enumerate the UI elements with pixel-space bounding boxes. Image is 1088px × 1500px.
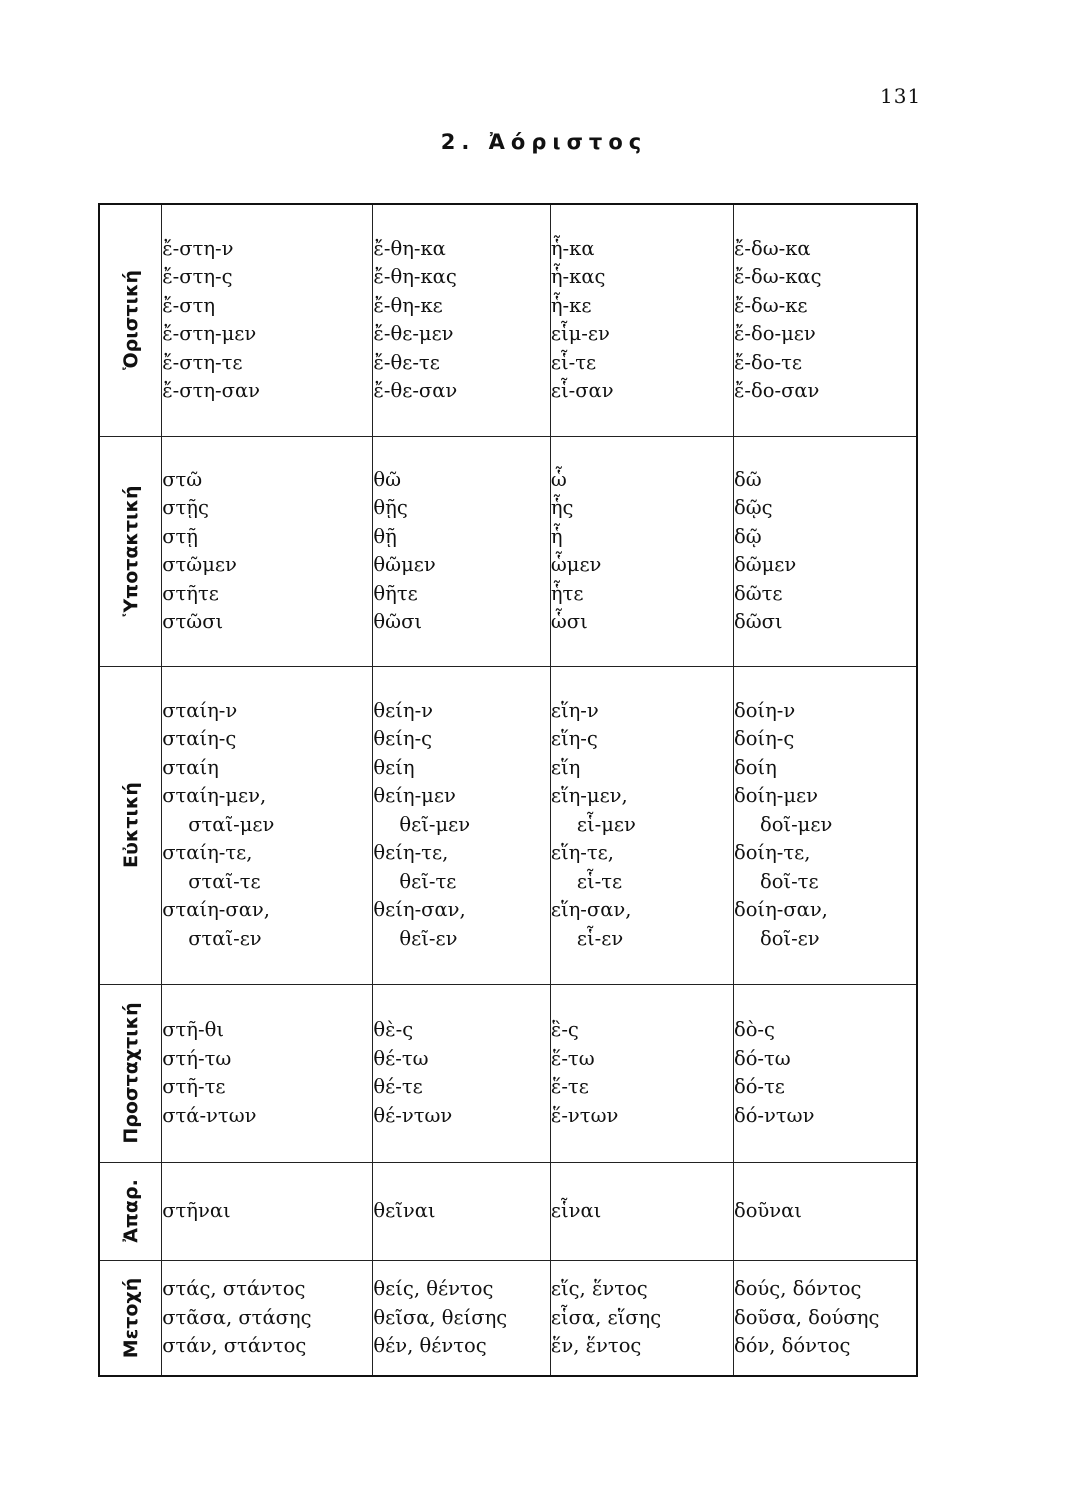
verb-form: δῶτε bbox=[733, 581, 783, 605]
verb-form: θείη-τε, bbox=[373, 841, 449, 865]
verb-form: εἷμ-εν bbox=[550, 322, 610, 346]
verb-form: εἵη-ς bbox=[550, 727, 598, 751]
verb-forms-cell bbox=[733, 666, 917, 984]
mood-row-imperative bbox=[99, 984, 917, 1162]
verb-form: στῶ bbox=[162, 467, 203, 491]
verb-form: ἧτε bbox=[550, 581, 584, 605]
verb-form: θείη-σαν, bbox=[373, 898, 466, 922]
page-number: 131 bbox=[880, 84, 922, 108]
verb-form: σταῖ-εν bbox=[188, 926, 262, 950]
verb-form: σταίη-ς bbox=[162, 727, 237, 751]
verb-form: θέν, θέντος bbox=[373, 1334, 487, 1357]
verb-forms-cell bbox=[373, 436, 550, 666]
verb-form: εἵς, ἕντος bbox=[550, 1277, 648, 1300]
verb-form: δοίη-σαν, bbox=[733, 898, 828, 922]
mood-label: Προσταχτική bbox=[119, 1002, 142, 1144]
verb-form: ἔ-δο-μεν bbox=[733, 322, 816, 346]
verb-form: δῶ bbox=[733, 467, 762, 491]
verb-form: εἵη-ν bbox=[550, 698, 599, 722]
verb-form: εἷ-σαν bbox=[550, 379, 614, 403]
verb-form: ἧ bbox=[550, 524, 563, 548]
verb-forms-cell bbox=[162, 1162, 373, 1260]
conjugation-table bbox=[98, 203, 918, 1377]
verb-form: ὧ bbox=[550, 467, 567, 491]
verb-form: δοίη-ν bbox=[733, 698, 796, 722]
section-title: 2. Ἀόριστος bbox=[440, 130, 648, 154]
verb-forms-cell bbox=[733, 436, 917, 666]
verb-form: θείς, θέντος bbox=[373, 1277, 494, 1300]
verb-form: εἷναι bbox=[550, 1198, 602, 1222]
verb-form: ἔ-στη-ν bbox=[162, 236, 234, 260]
verb-form: ἔ-στη-τε bbox=[162, 350, 243, 374]
verb-form: στῶμεν bbox=[162, 553, 237, 576]
verb-form: δοίη-μεν bbox=[733, 784, 818, 808]
verb-forms-cell bbox=[733, 984, 917, 1162]
verb-forms-cell bbox=[733, 1260, 917, 1376]
verb-forms-cell bbox=[550, 666, 733, 984]
verb-form: ἧ-κε bbox=[550, 293, 592, 317]
verb-form: στῆτε bbox=[162, 581, 219, 605]
verb-form: στάν, στάντος bbox=[162, 1334, 307, 1357]
verb-form: εἵη-μεν, bbox=[550, 784, 628, 808]
verb-form: θείη-μεν bbox=[373, 784, 456, 808]
verb-form: στά-ντων bbox=[162, 1103, 257, 1127]
verb-form: στή-τω bbox=[162, 1046, 232, 1070]
verb-form: στάς, στάντος bbox=[162, 1277, 306, 1300]
verb-form: ἔ-θη-κε bbox=[373, 293, 443, 317]
verb-form: δοίη bbox=[733, 755, 777, 779]
verb-form: θῇ bbox=[373, 524, 397, 548]
verb-form: ὧμεν bbox=[550, 553, 602, 576]
mood-label-cell bbox=[99, 984, 162, 1162]
verb-form: θῶ bbox=[373, 467, 402, 491]
verb-form: ἔ-στη-μεν bbox=[162, 322, 257, 346]
verb-form: στῆναι bbox=[162, 1198, 231, 1222]
verb-form: δοῖ-εν bbox=[759, 926, 820, 950]
verb-forms-cell bbox=[373, 1162, 550, 1260]
verb-form: δοῖ-τε bbox=[759, 869, 819, 893]
verb-forms-cell bbox=[733, 1162, 917, 1260]
mood-label: Εὐκτική bbox=[119, 782, 142, 868]
verb-form: στᾶσα, στάσης bbox=[162, 1305, 312, 1329]
verb-form: δὸ-ς bbox=[733, 1018, 775, 1041]
verb-form: θεῖ-τε bbox=[399, 869, 457, 893]
mood-label: Ἀπαρ. bbox=[119, 1179, 142, 1243]
verb-form: ἧ-κα bbox=[550, 236, 595, 260]
verb-form: ἔ-δο-σαν bbox=[733, 379, 820, 403]
verb-form: θείη-ν bbox=[373, 698, 434, 722]
verb-form: στῶσι bbox=[162, 610, 224, 633]
verb-form: θεῖναι bbox=[373, 1198, 436, 1222]
verb-forms-cell bbox=[550, 1260, 733, 1376]
verb-form: δῶμεν bbox=[733, 553, 797, 576]
verb-forms-cell bbox=[550, 436, 733, 666]
mood-label-cell bbox=[99, 666, 162, 984]
verb-form: θέ-τε bbox=[373, 1075, 423, 1098]
verb-form: ἧς bbox=[550, 496, 574, 519]
verb-forms-cell bbox=[373, 984, 550, 1162]
verb-form: θὲ-ς bbox=[373, 1018, 414, 1041]
verb-form: σταίη bbox=[162, 755, 219, 779]
verb-form: εἷσα, εἵσης bbox=[550, 1305, 662, 1329]
verb-form: ἕν, ἕντος bbox=[550, 1334, 642, 1357]
verb-form: εἵη bbox=[550, 755, 581, 779]
verb-forms-cell bbox=[550, 204, 733, 436]
verb-form: δοῦναι bbox=[733, 1198, 802, 1222]
verb-form: εἷ-εν bbox=[576, 926, 624, 950]
verb-form: θῆτε bbox=[373, 581, 418, 605]
verb-form: σταίη-μεν, bbox=[162, 784, 267, 808]
verb-forms-cell bbox=[373, 666, 550, 984]
verb-forms-cell bbox=[162, 666, 373, 984]
verb-form: θεῖ-εν bbox=[399, 926, 458, 950]
verb-forms-cell bbox=[550, 1162, 733, 1260]
verb-form: σταίη-τε, bbox=[162, 841, 253, 865]
verb-forms-cell bbox=[373, 1260, 550, 1376]
verb-form: δῷς bbox=[733, 496, 773, 519]
verb-form: ἔ-θη-κας bbox=[373, 265, 457, 289]
verb-form: στῇ bbox=[162, 524, 198, 548]
verb-form: εἷ-τε bbox=[550, 350, 597, 374]
verb-form: δούς, δόντος bbox=[733, 1277, 862, 1300]
verb-form: ἔ-θε-τε bbox=[373, 350, 440, 374]
verb-forms-cell bbox=[550, 984, 733, 1162]
verb-forms-cell bbox=[162, 984, 373, 1162]
verb-form: ἔ-δω-κας bbox=[733, 265, 822, 289]
verb-form: ἔ-στη-σαν bbox=[162, 379, 260, 403]
verb-form: ἔ-δω-κε bbox=[733, 293, 808, 317]
verb-form: ὧσι bbox=[550, 610, 588, 633]
verb-form: δό-ντων bbox=[733, 1103, 815, 1127]
verb-form: ἔ-θε-σαν bbox=[373, 379, 458, 403]
verb-form: θῶμεν bbox=[373, 553, 436, 576]
verb-form: θέ-ντων bbox=[373, 1103, 453, 1127]
verb-form: ἓ-ς bbox=[550, 1018, 579, 1041]
verb-form: θῶσι bbox=[373, 610, 423, 633]
mood-label-cell bbox=[99, 1162, 162, 1260]
verb-form: σταῖ-τε bbox=[188, 869, 261, 893]
mood-row-optative bbox=[99, 666, 917, 984]
mood-row-subjunctive bbox=[99, 436, 917, 666]
verb-form: θεῖσα, θείσης bbox=[373, 1305, 508, 1329]
verb-forms-cell bbox=[162, 1260, 373, 1376]
verb-form: ἔ-στη bbox=[162, 293, 216, 317]
verb-form: θέ-τω bbox=[373, 1046, 429, 1070]
verb-form: ἔ-δο-τε bbox=[733, 350, 802, 374]
verb-forms-cell bbox=[733, 204, 917, 436]
verb-form: ἔ-θη-κα bbox=[373, 236, 446, 260]
verb-form: δῶσι bbox=[733, 610, 783, 633]
verb-form: δοῖ-μεν bbox=[759, 812, 833, 836]
verb-form: ἔ-στη-ς bbox=[162, 265, 233, 289]
verb-form: στῆ-τε bbox=[162, 1075, 226, 1098]
verb-form: ἕ-τω bbox=[550, 1046, 595, 1070]
verb-form: δό-τε bbox=[733, 1075, 785, 1098]
verb-form: θείη bbox=[373, 755, 415, 779]
mood-label-cell bbox=[99, 436, 162, 666]
verb-form: ἔ-δω-κα bbox=[733, 236, 811, 260]
verb-form: δῷ bbox=[733, 524, 762, 548]
verb-form: δοῦσα, δούσης bbox=[733, 1305, 880, 1329]
verb-form: θείη-ς bbox=[373, 727, 433, 751]
verb-form: θῇς bbox=[373, 496, 408, 519]
verb-form: εἷ-μεν bbox=[576, 812, 636, 836]
verb-form: εἵη-σαν, bbox=[550, 898, 632, 922]
verb-form: θεῖ-μεν bbox=[399, 812, 471, 836]
verb-form: σταίη-σαν, bbox=[162, 898, 270, 922]
verb-form: στῇς bbox=[162, 496, 209, 519]
mood-label: Ὑποτακτική bbox=[119, 485, 142, 617]
verb-forms-cell bbox=[373, 204, 550, 436]
verb-form: εἷ-τε bbox=[576, 869, 623, 893]
mood-label: Ὁριστική bbox=[119, 270, 142, 371]
verb-forms-cell bbox=[162, 204, 373, 436]
mood-label-cell bbox=[99, 204, 162, 436]
verb-form: δό-τω bbox=[733, 1046, 791, 1070]
mood-row-infinitive bbox=[99, 1162, 917, 1260]
verb-form: ἕ-ντων bbox=[550, 1103, 619, 1127]
verb-form: ἧ-κας bbox=[550, 265, 606, 289]
mood-row-participle bbox=[99, 1260, 917, 1376]
mood-label: Μετοχή bbox=[119, 1277, 142, 1358]
verb-form: δόν, δόντος bbox=[733, 1334, 851, 1357]
verb-form: δοίη-ς bbox=[733, 727, 795, 751]
verb-form: ἕ-τε bbox=[550, 1075, 589, 1098]
verb-form: εἵη-τε, bbox=[550, 841, 614, 865]
verb-form: δοίη-τε, bbox=[733, 841, 811, 865]
verb-form: σταίη-ν bbox=[162, 698, 238, 722]
verb-form: ἔ-θε-μεν bbox=[373, 322, 454, 346]
verb-form: στῆ-θι bbox=[162, 1018, 224, 1041]
verb-form: σταῖ-μεν bbox=[188, 812, 275, 836]
mood-row-indicative bbox=[99, 204, 917, 436]
verb-forms-cell bbox=[162, 436, 373, 666]
mood-label-cell bbox=[99, 1260, 162, 1376]
